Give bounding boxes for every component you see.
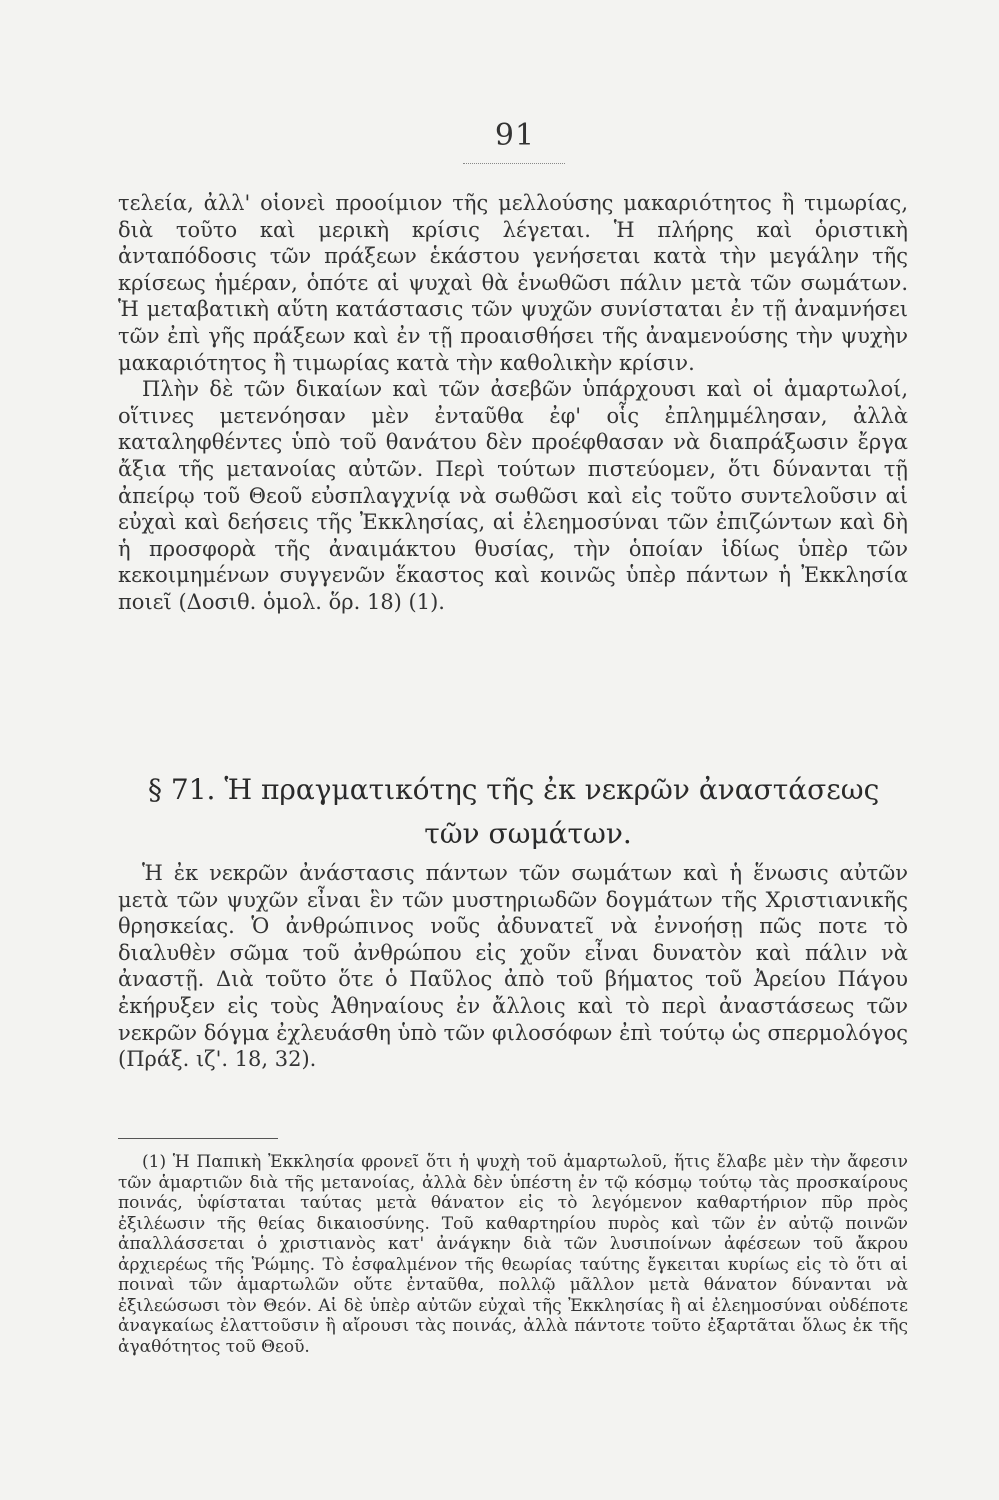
page-number-rule — [463, 163, 565, 164]
page-number: 91 — [494, 118, 536, 153]
section-title-line1: § 71. Ἡ πραγματικότης τῆς ἐκ νεκρῶν ἀναστάσεως — [148, 773, 880, 806]
paragraph-resurrection-text: Ἡ ἐκ νεκρῶν ἀνάστασις πάντων τῶν σωμάτων καὶ ἡ ἕνωσις αὐτῶν μετὰ τῶν ψυχῶν εἶναι ἓν τῶν μυστηριωδῶν δογμάτων τῆς Χριστιανικῆς θρησκείας. Ὁ ἀνθρώπινος νοῦς ἀδυνατεῖ νὰ ἐννοήσῃ πῶς ποτε τὸ διαλυθὲν σῶμα τοῦ ἀνθρώπου εἰς χοῦν εἶναι δυνατὸν καὶ πάλιν νὰ ἀναστῇ. Διὰ τοῦτο ὅτε ὁ Παῦλος ἀπὸ τοῦ βήματος τοῦ Ἀρείου Πάγου ἐκήρυξεν εἰς τοὺς Ἀθηναίους ἐν ἄλλοις καὶ τὸ περὶ ἀναστάσεως τῶν νεκρῶν δόγμα ἐχλευάσθη ὑπὸ τῶν φιλοσόφων ἐπὶ τούτῳ ὡς σπερμολόγος (Πράξ. ιζ'. 18, 32). — [118, 861, 908, 1072]
paragraph-repentant-sinners: Πλὴν δὲ τῶν δικαίων καὶ τῶν ἀσεβῶν ὑπάρχουσι καὶ οἱ ἁμαρτωλοί, οἵτινες μετενόησαν μὲν ἐνταῦθα ἐφ' οἷς ἐπλημμέλησαν, ἀλλὰ καταληφθέντες ὑπὸ τοῦ θανάτου δὲν προέφθασαν νὰ διαπράξωσιν ἔργα ἄξια τῆς μετανοίας αὐτῶν. Περὶ τούτων πιστεύομεν, ὅτι δύνανται τῇ ἀπείρῳ τοῦ Θεοῦ εὐσπλαγχνίᾳ νὰ σωθῶσι καὶ εἰς τοῦτο συντελοῦσιν αἱ εὐχαὶ καὶ δεήσεις τῆς Ἐκκλησίας, αἱ ἐλεημοσύναι τῶν ἐπιζώντων καὶ δὴ ἡ προσφορὰ τῆς ἀναιμάκτου θυσίας, τὴν ὁποίαν ἰδίως ὑπὲρ τῶν κεκοιμημένων συγγενῶν ἕκαστος καὶ κοινῶς ὑπὲρ πάντων ἡ Ἐκκλησία ποιεῖ (Δοσιθ. ὁμολ. ὅρ. 18) (1). — [118, 377, 908, 614]
paragraph-partial-judgment: τελεία, ἀλλ' οἱονεὶ προοίμιον τῆς μελλούσης μακαριότητος ἢ τιμωρίας, διὰ τοῦτο καὶ μερικὴ κρίσις λέγεται. Ἡ πλήρης καὶ ὁριστικὴ ἀνταπόδοσις τῶν πράξεων ἑκάστου γενήσεται κατὰ τὴν μεγάλην τῆς κρίσεως ἡμέραν, ὁπότε αἱ ψυχαὶ θὰ ἑνωθῶσι πάλιν μετὰ τῶν σωμάτων. Ἡ μεταβατικὴ αὕτη κατάστασις τῶν ψυχῶν συνίσταται ἐν τῇ ἀναμνήσει τῶν ἐπὶ γῆς πράξεων καὶ ἐν τῇ προαισθήσει τῆς ἀναμενούσης τὴν ψυχὴν μακαριότητος ἢ τιμωρίας κατὰ τὴν καθολικὴν κρίσιν. — [118, 191, 908, 375]
footnote-text: (1) Ἡ Παπικὴ Ἐκκλησία φρονεῖ ὅτι ἡ ψυχὴ τοῦ ἁμαρτωλοῦ, ἥτις ἔλαβε μὲν τὴν ἄφεσιν τῶν ἁμαρτιῶν διὰ τῆς μετανοίας, ἀλλὰ δὲν ὑπέστη ἐν τῷ κόσμῳ τούτῳ τὰς προσκαίρους ποινάς, ὑφίσταται ταύτας μετὰ θάνατον εἰς τὸ λεγόμενον καθαρτήριον πῦρ πρὸς ἐξιλέωσιν τῆς θείας δικαιοσύνης. Τοῦ καθαρτηρίου πυρὸς καὶ τῶν ἐν αὐτῷ ποινῶν ἀπαλλάσσεται ὁ χριστιανὸς κατ' ἀνάγκην διὰ τῶν λυσιποίνων ἀφέσεων τοῦ ἄκρου ἀρχιερέως τῆς Ῥώμης. Τὸ ἐσφαλμένον τῆς θεωρίας ταύτης ἔγκειται κυρίως εἰς τὸ ὅτι αἱ ποιναὶ τῶν ἁμαρτωλῶν οὔτε ἐνταῦθα, πολλῷ μᾶλλον μετὰ θάνατον δύνανται νὰ ἐξιλεώσωσι τὸν Θεόν. Αἱ δὲ ὑπὲρ αὐτῶν εὐχαὶ τῆς Ἐκκλησίας ἢ αἱ ἐλεημοσύναι οὐδέποτε ἀναγκαίως ἐλαττοῦσιν ἢ αἴρουσι τὰς ποινάς, ἀλλὰ πάντοτε τοῦτο ἐξαρτᾶται ὅλως ἐκ τῆς ἀγαθότητος τοῦ Θεοῦ. — [118, 1152, 908, 1357]
footnote — [118, 1152, 908, 1357]
section-heading — [118, 768, 938, 856]
section-title-line2: τῶν σωμάτων. — [424, 817, 632, 850]
footnote-divider — [118, 1138, 278, 1139]
paragraph-afterlife — [118, 190, 908, 616]
paragraph-resurrection — [118, 860, 908, 1073]
